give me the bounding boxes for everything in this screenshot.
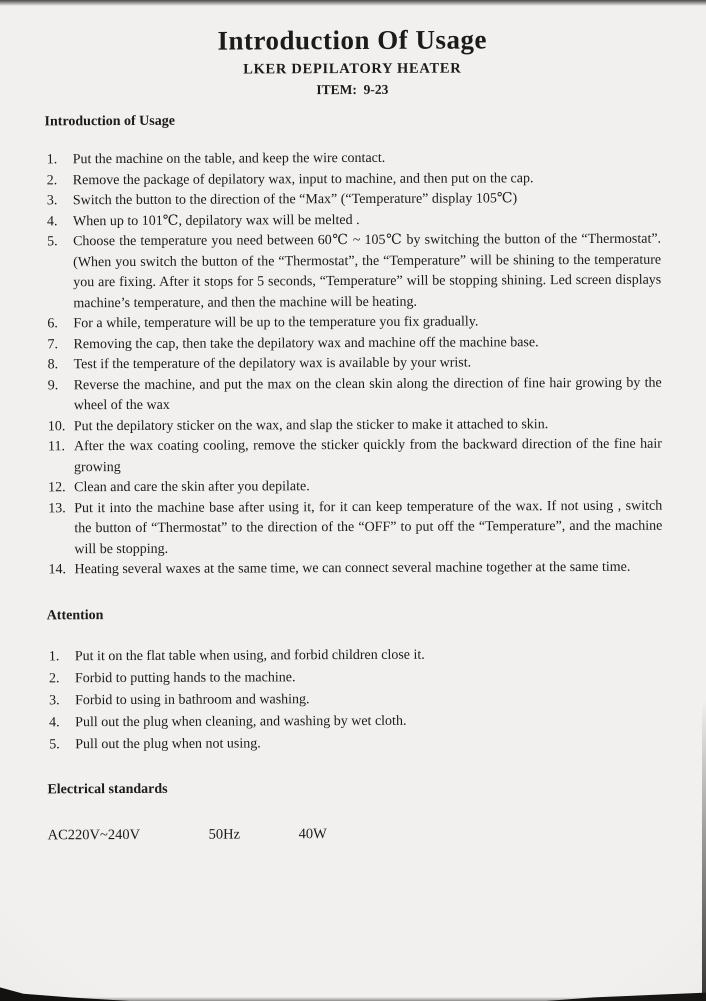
list-item-number: 3. bbox=[46, 193, 58, 209]
list-item-text: For a while, temperature will be up to the temperature you fix gradually. bbox=[73, 314, 479, 332]
list-item bbox=[49, 665, 663, 689]
list-item-text: Put it into the machine base after using it, for it can keep temperature of the wax. If not using , switch the button of “Thermostat” to the direction of the “OFF” to put off the “Temperature”, and the machine will be stopping. bbox=[74, 498, 663, 557]
list-item-number: 2. bbox=[48, 670, 60, 686]
scan-artifact-right-edge bbox=[702, 701, 706, 1001]
voltage-value: AC220V~240V bbox=[47, 826, 141, 843]
list-item-text: Switch the button to the direction of the “Max” (“Temperature” display 105℃) bbox=[72, 191, 518, 209]
list-item-number: 12. bbox=[48, 480, 66, 496]
electrical-section-heading: Electrical standards bbox=[47, 781, 168, 797]
list-item-text: Put the depilatory sticker on the wax, and slap the sticker to make it attached to skin. bbox=[73, 416, 549, 434]
list-item-text: Remove the package of depilatory wax, input to machine, and then put on the cap. bbox=[72, 170, 534, 188]
list-item bbox=[49, 709, 663, 733]
list-item-number: 3. bbox=[49, 692, 60, 708]
list-item bbox=[47, 312, 661, 335]
list-item-text: Forbid to putting hands to the machine. bbox=[74, 669, 296, 686]
list-item-number: 6. bbox=[47, 316, 58, 332]
list-item-text: After the wax coating cooling, remove the sticker quickly from the backward direction of the fine hair growing bbox=[73, 436, 662, 475]
list-item bbox=[47, 168, 661, 191]
scan-artifact-top-edge bbox=[0, 0, 706, 6]
list-item-number: 14. bbox=[48, 562, 67, 578]
list-item-text: Pull out the plug when not using. bbox=[75, 735, 261, 752]
list-item bbox=[47, 230, 661, 315]
usage-list bbox=[45, 148, 663, 581]
list-item-number: 5. bbox=[47, 234, 58, 250]
list-item-text: Removing the cap, then take the depilatory wax and machine off the machine base. bbox=[73, 334, 539, 352]
electrical-values bbox=[48, 823, 664, 844]
list-item bbox=[48, 496, 662, 560]
list-item bbox=[49, 643, 663, 667]
page-title: Introduction Of Usage bbox=[217, 24, 488, 56]
list-item-text: Reverse the machine, and put the max on the clean skin along the direction of fine hair growing by the wheel of the wax bbox=[73, 375, 662, 414]
list-item-text: Pull out the plug when cleaning, and washing by wet cloth. bbox=[75, 713, 407, 730]
list-item-text: Test if the temperature of the depilatory wax is available by your wrist. bbox=[73, 355, 472, 373]
list-item-text: When up to 101℃, depilatory wax will be melted . bbox=[72, 212, 360, 229]
list-item-number: 11. bbox=[47, 439, 65, 455]
list-item-number: 8. bbox=[47, 357, 59, 373]
list-item-number: 1. bbox=[46, 152, 58, 168]
list-item bbox=[47, 209, 661, 232]
frequency-value: 50Hz bbox=[208, 826, 241, 843]
list-item bbox=[47, 189, 661, 212]
list-item-number: 9. bbox=[47, 377, 59, 393]
scan-artifact-bottom-right bbox=[546, 989, 706, 1001]
list-item bbox=[48, 435, 662, 479]
list-item-text: Choose the temperature you need between 60℃ ~ 105℃ by switching the button of the “Thermostat”. (When you switch the button of the “Thermostat”, the “Temperature” will be shining to the temperature you are fixing. After it stops for 5 seconds, “Temperature” will be stopping shining. Led screen displays machine’s temperature, and then the machine will be heating. bbox=[73, 231, 662, 311]
list-item bbox=[48, 558, 662, 581]
list-item bbox=[49, 687, 663, 711]
attention-list bbox=[47, 643, 663, 755]
list-item bbox=[48, 373, 662, 417]
list-item bbox=[48, 476, 662, 499]
list-item bbox=[48, 414, 662, 437]
list-item-text: Forbid to using in bathroom and washing. bbox=[75, 691, 310, 708]
list-item-number: 4. bbox=[49, 714, 60, 730]
list-item-text: Clean and care the skin after you depilate. bbox=[74, 479, 310, 496]
list-item-number: 7. bbox=[47, 336, 59, 352]
list-item bbox=[47, 148, 661, 171]
list-item bbox=[49, 731, 663, 755]
list-item bbox=[47, 332, 661, 355]
list-item bbox=[48, 353, 662, 376]
list-item-number: 13. bbox=[48, 500, 66, 516]
usage-section-heading: Introduction of Usage bbox=[44, 113, 175, 130]
item-number: ITEM: 9-23 bbox=[316, 81, 389, 98]
list-item-text: Put the machine on the table, and keep the wire contact. bbox=[72, 150, 386, 168]
product-name: LKER DEPILATORY HEATER bbox=[243, 60, 462, 78]
list-item-number: 4. bbox=[46, 213, 58, 229]
list-item-number: 2. bbox=[46, 172, 58, 188]
list-item-text: Put it on the flat table when using, and forbid children close it. bbox=[74, 647, 425, 664]
attention-section-heading: Attention bbox=[46, 607, 104, 623]
list-item-number: 1. bbox=[48, 648, 60, 664]
power-value: 40W bbox=[298, 825, 327, 842]
list-item-number: 10. bbox=[47, 418, 66, 434]
list-item-number: 5. bbox=[49, 736, 60, 752]
list-item-text: Heating several waxes at the same time, we can connect several machine together at the same time. bbox=[74, 559, 631, 578]
